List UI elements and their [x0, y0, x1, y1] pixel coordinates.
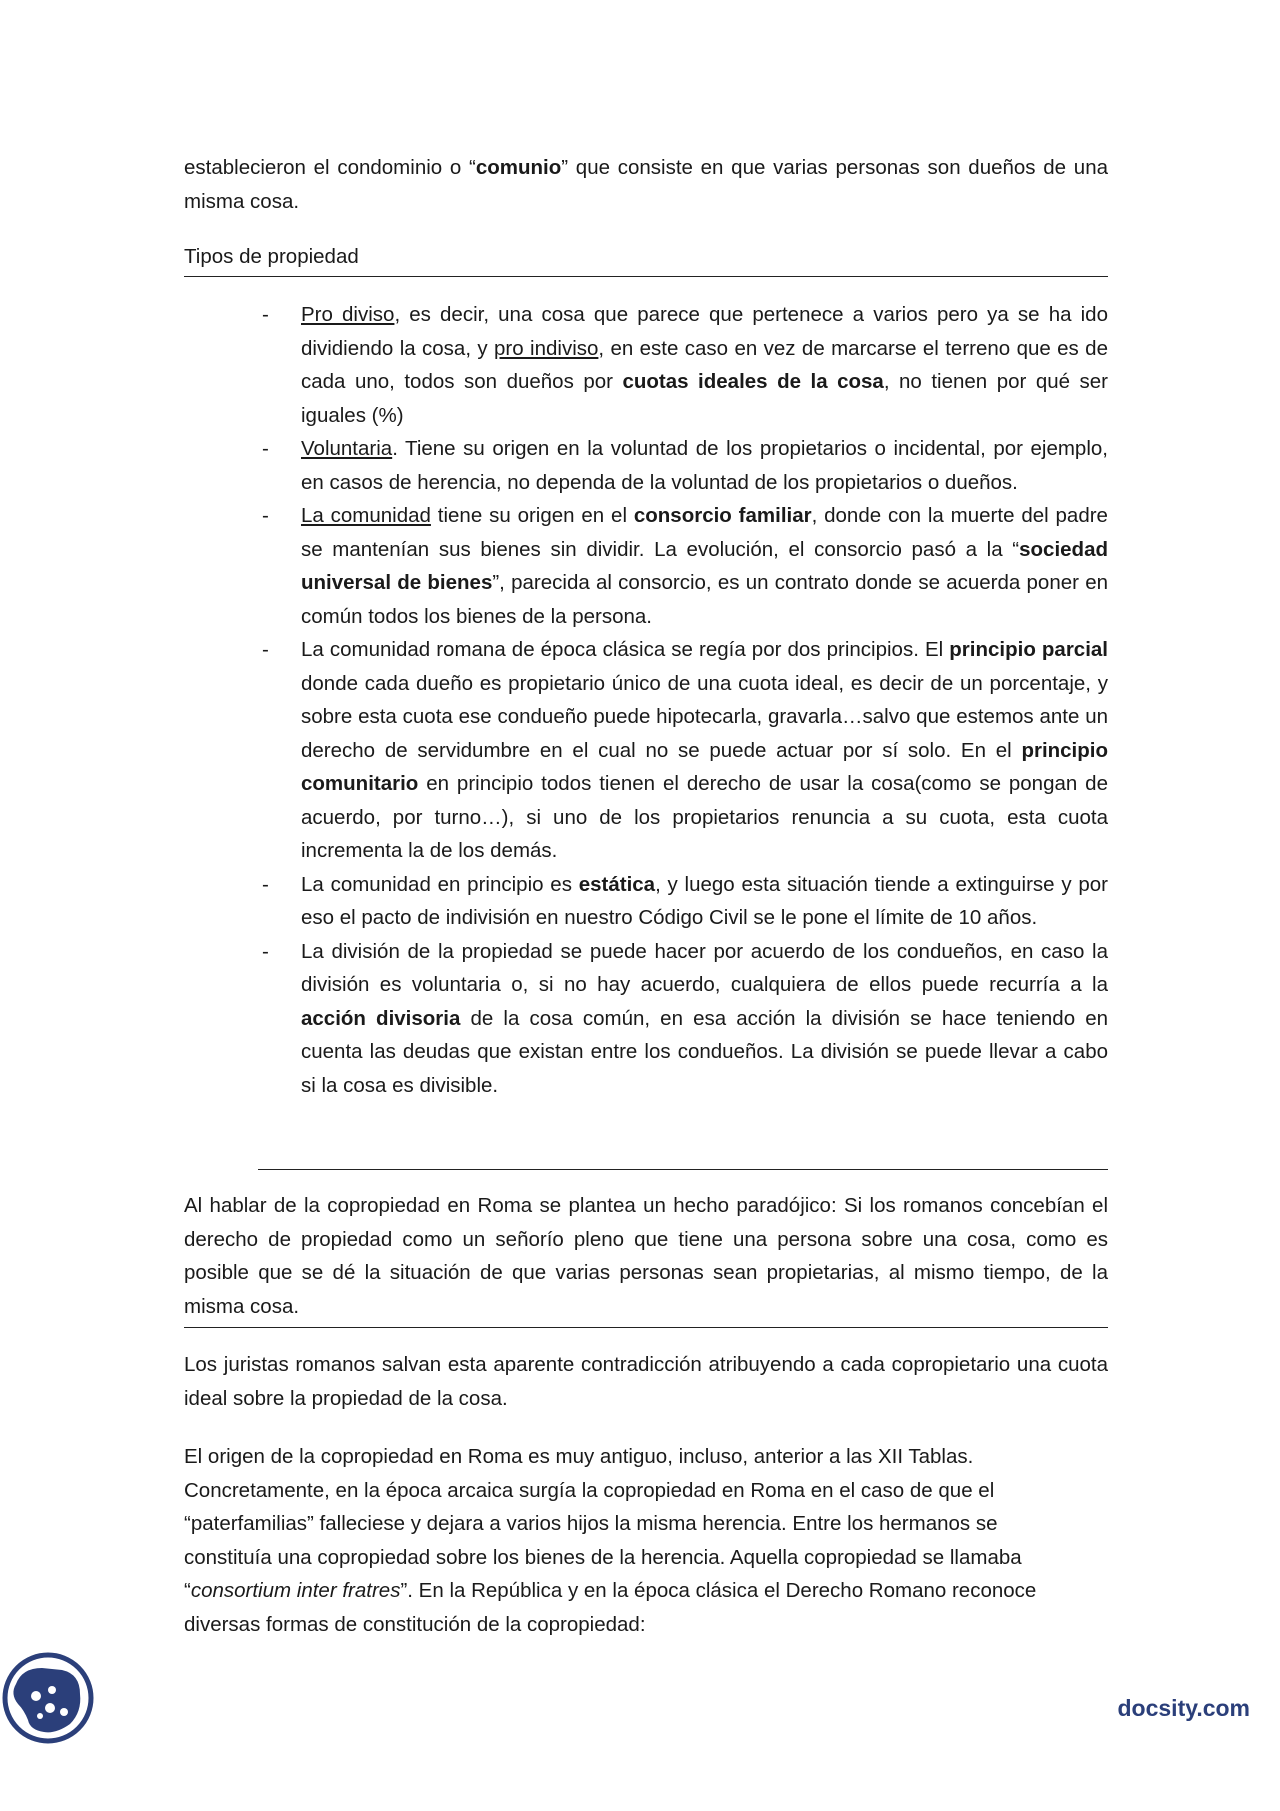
list-dash: -	[262, 939, 269, 963]
origin-paragraph	[184, 1440, 1108, 1641]
bold-term: acción divisoria	[301, 1006, 461, 1030]
docsity-logo-icon[interactable]	[0, 1650, 96, 1746]
divider	[184, 276, 1108, 277]
text-run: “	[184, 1579, 191, 1602]
text-line: “paterfamilias” falleciese y dejara a varios hijos la misma herencia. Entre los hermanos se	[184, 1512, 998, 1535]
text-run: , es decir, una cosa que parece que pertenece a varios pero ya se ha ido dividiendo la cosa, y	[301, 303, 1108, 360]
bold-term-comunio: comunio	[475, 156, 562, 179]
divider	[258, 1169, 1108, 1170]
text-line: constituía una copropiedad sobre los bienes de la herencia. Aquella copropiedad se llamaba	[184, 1545, 1022, 1569]
underlined-term: La comunidad	[301, 504, 431, 527]
list-item	[184, 298, 1108, 432]
text-run: ” que consiste en que varias personas son dueños de una misma cosa.	[184, 156, 1109, 213]
text-line: Concretamente, en la época arcaica surgía la copropiedad en Roma en el caso de que el	[184, 1478, 995, 1502]
text-run: La división de la propiedad se puede hacer por acuerdo de los condueños, en caso la división es voluntaria o, si no hay acuerdo, cualquiera de ellos puede recurría a la	[301, 939, 1108, 996]
list-item	[184, 935, 1108, 1103]
text-run: , y luego esta situación tiende a extinguirse y por eso el pacto de indivisión en nuestro Código Civil se le pone el límite de 10 años.	[301, 872, 1108, 929]
text-run: La comunidad en principio es	[301, 872, 579, 896]
bold-term: cuotas ideales de la cosa	[622, 370, 884, 393]
text-run: de la cosa común, en esa acción la división se hace teniendo en cuenta las deudas que existan entre los condueños. La división se puede llevar a cabo si la cosa es divisible.	[301, 1006, 1109, 1097]
text-run: , no tienen por qué ser iguales (%)	[301, 370, 1109, 427]
bold-term: consorcio familiar	[633, 504, 812, 527]
property-types-list	[184, 298, 1108, 1102]
list-item	[184, 432, 1108, 499]
text-run: ”, parecida al consorcio, es un contrato donde se acuerda poner en común todos los bienes de la persona.	[301, 571, 1108, 628]
section-heading: Tipos de propiedad	[184, 245, 359, 268]
text-run: La comunidad romana de época clásica se regía por dos principios. El	[301, 638, 950, 661]
underlined-term: Voluntaria	[301, 437, 393, 460]
text-run: , en este caso en vez de marcarse el terreno que es de cada uno, todos son dueños por	[301, 336, 1108, 393]
underlined-term: pro indiviso	[494, 336, 599, 360]
list-dash: -	[262, 303, 269, 326]
list-dash: -	[262, 437, 269, 460]
text-run: ”. En la República y en la época clásica el Derecho Romano reconoce	[400, 1579, 1037, 1602]
text-run: donde cada dueño es propietario único de una cuota ideal, es decir de un porcentaje, y sobre esta cuota ese condueño puede hipotecarla, gravarla…salvo que estemos ante un derecho de servidumbre en el cual no se puede actuar por sí solo. En el	[301, 671, 1108, 762]
list-dash: -	[262, 872, 269, 896]
underlined-term: Pro diviso	[301, 303, 395, 326]
jurists-paragraph: Los juristas romanos salvan esta aparente contradicción atribuyendo a cada copropietario una cuota ideal sobre la propiedad de la cosa.	[184, 1353, 1108, 1410]
text-line: diversas formas de constitución de la copropiedad:	[184, 1612, 646, 1636]
intro-paragraph	[184, 151, 1108, 218]
bold-term: principio comunitario	[301, 738, 1108, 795]
brand-link[interactable]: docsity.com	[1117, 1695, 1250, 1721]
text-run: . Tiene su origen en la voluntad de los propietarios o incidental, por ejemplo, en casos de herencia, no dependa de la voluntad de los propietarios o dueños.	[301, 437, 1108, 494]
paradox-paragraph: Al hablar de la copropiedad en Roma se plantea un hecho paradójico: Si los romanos concebían el derecho de propiedad como un señorío pleno que tiene una persona sobre una cosa, como es posible que se dé la situación de que varias personas sean propietarias, al mismo tiempo, de la misma cosa.	[184, 1194, 1108, 1318]
bold-term: principio parcial	[949, 638, 1108, 661]
text-run: en principio todos tienen el derecho de usar la cosa(como se pongan de acuerdo, por turno…), si uno de los propietarios renuncia a su cuota, esta cuota incrementa la de los demás.	[301, 772, 1108, 862]
list-dash: -	[262, 504, 269, 527]
italic-term: consortium inter fratres	[190, 1579, 401, 1602]
text-run: establecieron el condominio o “	[184, 156, 476, 179]
text-run: tiene su origen en el	[430, 504, 634, 527]
list-item	[184, 499, 1108, 633]
list-item	[184, 633, 1108, 868]
list-item	[184, 868, 1108, 935]
text-run: , donde con la muerte del padre se mantenían sus bienes sin dividir. La evolución, el consorcio pasó a la “	[301, 504, 1108, 561]
list-dash: -	[262, 638, 269, 661]
text-line: El origen de la copropiedad en Roma es muy antiguo, incluso, anterior a las XII Tablas.	[184, 1445, 974, 1468]
divider	[184, 1327, 1108, 1328]
bold-term: sociedad universal de bienes	[301, 537, 1108, 594]
bold-term: estática	[578, 872, 656, 896]
